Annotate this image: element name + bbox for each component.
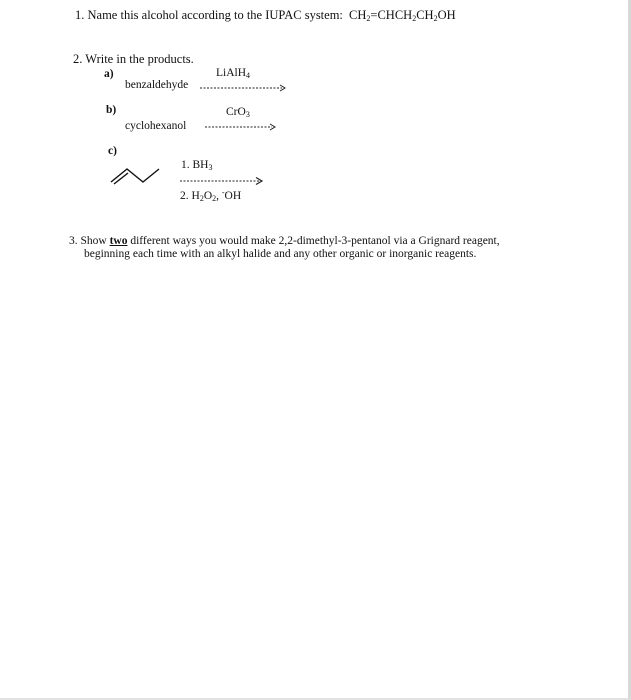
question-1 — [75, 8, 456, 23]
part-c-label: c) — [108, 145, 117, 157]
question-1-formula: $CH_2=CHCH_2CH_2OH$ — [349, 8, 456, 23]
part-a-label: a) — [104, 68, 114, 80]
part-a-reactant: benzaldehyde — [125, 79, 189, 91]
question-2-text: Write in the products. — [85, 52, 194, 66]
question-1-text: Name this alcohol according to the IUPAC system: — [87, 8, 343, 22]
alkene-skeletal-structure-icon — [109, 162, 171, 191]
emphasis-two: two — [109, 235, 128, 247]
question-1-number: 1. — [75, 8, 85, 22]
dashed-arrow-icon — [200, 84, 290, 92]
dashed-arrow-icon — [205, 123, 280, 131]
part-b-reactant: cyclohexanol — [125, 120, 187, 132]
dashed-arrow-icon — [180, 177, 265, 185]
question-2-number: 2. — [73, 52, 83, 66]
part-b-reagent: CrO$_3$ — [226, 106, 250, 119]
part-b-label: b) — [106, 104, 117, 116]
question-2 — [73, 52, 194, 67]
part-c-step-1: 1. $BH_3$ — [181, 159, 213, 172]
part-a-reagent: LiAlH$_4$ — [216, 67, 251, 80]
question-3-line-2: beginning each time with an alkyl halide and any other organic or inorganic reagents. — [84, 248, 477, 260]
part-c-step-2: 2. $H_2O_2$, -OH — [180, 188, 242, 203]
question-3-line-1: 3. Show two different ways you would make 2,2-dimethyl-3-pentanol via a Grignard reagent, — [69, 235, 500, 247]
